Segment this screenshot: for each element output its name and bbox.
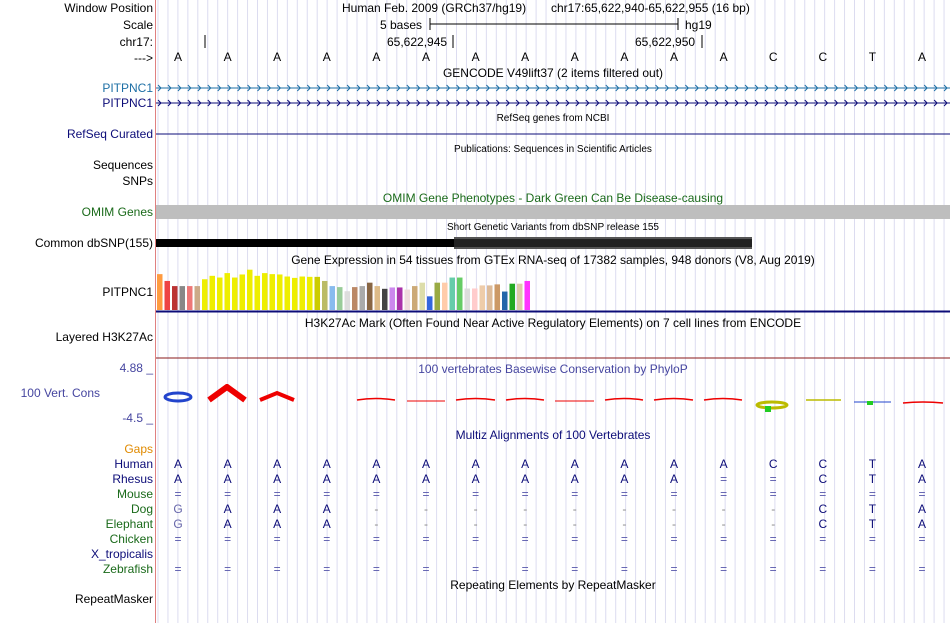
- omim-track-title: OMIM Gene Phenotypes - Dark Green Can Be Disease-causing: [382, 191, 724, 205]
- phylop-min-label: -4.5 _: [122, 411, 153, 425]
- aligned-base: A: [521, 457, 530, 471]
- track-label-column: [0, 0, 156, 623]
- aligned-base: A: [570, 457, 579, 471]
- publications-track-title: Publications: Sequences in Scientific Articles: [454, 144, 652, 155]
- gtex-tissue-bar[interactable]: [292, 278, 298, 310]
- aligned-base: C: [818, 502, 828, 516]
- aligned-base: =: [323, 487, 331, 501]
- phylop-max-label: 4.88 _: [119, 361, 153, 375]
- aligned-base: =: [472, 532, 480, 546]
- aligned-base: A: [669, 472, 678, 486]
- aligned-base: =: [323, 562, 331, 576]
- aligned-base: A: [223, 502, 232, 516]
- aligned-base: T: [868, 457, 877, 471]
- aligned-base: A: [372, 457, 381, 471]
- gtex-tissue-bar[interactable]: [487, 285, 493, 310]
- gtex-tissue-bar[interactable]: [180, 286, 186, 310]
- aligned-base: T: [868, 502, 877, 516]
- coordinate-ticks: [156, 33, 950, 49]
- gtex-tissue-bar[interactable]: [360, 286, 366, 310]
- aligned-base: =: [918, 562, 926, 576]
- gtex-tissue-bar[interactable]: [315, 277, 321, 310]
- phylop-track-title: 100 vertebrates Basewise Conservation by PhyloP: [418, 362, 688, 376]
- strand-arrow-label: --->: [134, 51, 153, 65]
- aligned-base: T: [868, 472, 877, 486]
- species-label-chicken: Chicken: [109, 532, 153, 546]
- aligned-base: =: [868, 562, 876, 576]
- gtex-tissue-bar[interactable]: [285, 277, 291, 310]
- aligned-base: =: [769, 472, 777, 486]
- aligned-base: =: [720, 532, 728, 546]
- aligned-base: =: [720, 472, 728, 486]
- repeatmasker-track-label[interactable]: RepeatMasker: [74, 592, 153, 606]
- aligned-base: A: [669, 457, 678, 471]
- gtex-tissue-bar[interactable]: [270, 274, 276, 310]
- gtex-tissue-bar[interactable]: [330, 286, 336, 310]
- aligned-base: =: [224, 487, 232, 501]
- aligned-base: A: [223, 457, 232, 471]
- h3k27ac-track-title: H3K27Ac Mark (Often Found Near Active Regulatory Elements) on 7 cell lines from ENCODE: [304, 316, 802, 330]
- aligned-base: A: [273, 472, 282, 486]
- gtex-tissue-bar[interactable]: [420, 283, 426, 310]
- aligned-base: =: [174, 532, 182, 546]
- snps-track-label[interactable]: SNPs: [122, 174, 153, 188]
- base-6: A: [471, 50, 480, 64]
- dbsnp-track-title: Short Genetic Variants from dbSNP release 155: [447, 222, 659, 233]
- gtex-tissue-bar[interactable]: [457, 278, 463, 310]
- aligned-base: A: [471, 472, 480, 486]
- gencode-transcript-2[interactable]: [156, 96, 950, 110]
- aligned-base: A: [570, 472, 579, 486]
- gencode-gene-label-1[interactable]: PITPNC1: [102, 81, 153, 95]
- aligned-base: =: [720, 562, 728, 576]
- gtex-tissue-bar[interactable]: [172, 286, 178, 310]
- gtex-tissue-bar[interactable]: [307, 277, 313, 310]
- gtex-track-title: Gene Expression in 54 tissues from GTEx RNA-seq of 17382 samples, 948 donors (V8, Aug 2019): [291, 253, 815, 267]
- aligned-base: =: [422, 562, 430, 576]
- species-label-dog: Dog: [130, 502, 153, 516]
- gtex-tissue-bar[interactable]: [412, 286, 418, 310]
- aligned-base: A: [620, 472, 629, 486]
- alignment-row-elephant: [156, 517, 950, 531]
- species-label-human: Human: [114, 457, 153, 471]
- aligned-base: -: [672, 517, 676, 531]
- aligned-base: A: [173, 457, 182, 471]
- base-9: A: [620, 50, 629, 64]
- aligned-base: =: [323, 532, 331, 546]
- assembly-title: Human Feb. 2009 (GRCh37/hg19): [342, 1, 527, 15]
- gtex-baseline: [156, 310, 950, 313]
- gtex-tissue-bar[interactable]: [165, 281, 171, 310]
- aligned-base: C: [768, 457, 778, 471]
- species-label-elephant: Elephant: [105, 517, 153, 531]
- aligned-base: A: [471, 457, 480, 471]
- aligned-base: =: [769, 562, 777, 576]
- aligned-base: -: [771, 517, 776, 531]
- aligned-base: -: [572, 502, 577, 516]
- base-4: A: [372, 50, 381, 64]
- coordinate-label-2: 65,622,950: [635, 35, 696, 49]
- alignment-row-zebrafish: [156, 562, 950, 576]
- aligned-base: C: [818, 517, 828, 531]
- aligned-base: =: [422, 532, 430, 546]
- gtex-gene-label[interactable]: PITPNC1: [102, 285, 153, 299]
- aligned-base: =: [174, 487, 182, 501]
- base-10: A: [669, 50, 678, 64]
- aligned-base: -: [672, 502, 676, 516]
- gtex-tissue-bar[interactable]: [157, 274, 163, 310]
- gtex-tissue-bar[interactable]: [352, 287, 358, 310]
- aligned-base: =: [819, 532, 827, 546]
- gencode-gene-label-2[interactable]: PITPNC1: [102, 96, 153, 110]
- aligned-base: =: [521, 532, 529, 546]
- base-3: A: [322, 50, 331, 64]
- refseq-gene-line[interactable]: [156, 132, 950, 136]
- aligned-base: A: [273, 457, 282, 471]
- aligned-base: A: [273, 502, 282, 516]
- gtex-tissue-bar[interactable]: [390, 287, 396, 310]
- h3k27ac-track-label[interactable]: Layered H3K27Ac: [55, 330, 153, 344]
- aligned-base: C: [818, 472, 828, 486]
- refseq-track-label[interactable]: RefSeq Curated: [66, 127, 153, 141]
- aligned-base: =: [720, 487, 728, 501]
- gtex-tissue-bar[interactable]: [502, 292, 508, 310]
- gtex-tissue-bar[interactable]: [255, 276, 261, 310]
- omim-track-label[interactable]: OMIM Genes: [81, 205, 153, 219]
- scale-text: 5 bases: [380, 18, 423, 32]
- phylop-track-label[interactable]: 100 Vert. Cons: [20, 386, 100, 400]
- aligned-base: =: [472, 487, 480, 501]
- aligned-base: =: [273, 487, 281, 501]
- gtex-tissue-bar[interactable]: [202, 279, 208, 310]
- scale-assembly: hg19: [685, 18, 712, 32]
- gtex-tissue-bar[interactable]: [300, 277, 306, 310]
- aligned-base: -: [622, 517, 627, 531]
- gtex-tissue-bar[interactable]: [262, 273, 268, 310]
- aligned-base: A: [917, 517, 926, 531]
- species-label-zebrafish: Zebrafish: [102, 562, 153, 576]
- sequences-track-label[interactable]: Sequences: [92, 158, 153, 172]
- scale-label: Scale: [122, 18, 153, 32]
- gtex-tissue-bar[interactable]: [225, 273, 231, 310]
- aligned-base: =: [868, 487, 876, 501]
- gtex-tissue-bar[interactable]: [217, 278, 223, 310]
- aligned-base: =: [620, 487, 628, 501]
- phylop-conservation-logos[interactable]: [156, 384, 950, 420]
- aligned-base: A: [223, 472, 232, 486]
- aligned-base: -: [572, 517, 577, 531]
- gtex-tissue-bar[interactable]: [480, 285, 486, 310]
- base-11: A: [719, 50, 728, 64]
- scale-bar: [156, 17, 950, 33]
- aligned-base: A: [521, 472, 530, 486]
- gtex-tissue-bar[interactable]: [375, 286, 381, 310]
- gtex-tissue-bar[interactable]: [195, 286, 201, 310]
- aligned-base: =: [620, 532, 628, 546]
- aligned-base: -: [424, 502, 428, 516]
- aligned-base: A: [322, 472, 331, 486]
- alignment-row-x-tropicalis: [156, 547, 950, 561]
- aligned-base: =: [273, 532, 281, 546]
- base-13: C: [818, 50, 828, 64]
- gencode-transcript-1[interactable]: [156, 81, 950, 95]
- aligned-base: =: [868, 532, 876, 546]
- base-15: A: [917, 50, 926, 64]
- base-8: A: [570, 50, 579, 64]
- gtex-tissue-bar[interactable]: [450, 278, 456, 310]
- gtex-tissue-bar[interactable]: [517, 284, 523, 310]
- aligned-base: -: [721, 502, 726, 516]
- aligned-base: A: [322, 502, 331, 516]
- dbsnp-track-label[interactable]: Common dbSNP(155): [34, 236, 153, 250]
- alignment-row-chicken: [156, 532, 950, 546]
- gtex-tissue-bar[interactable]: [442, 283, 448, 310]
- repeatmasker-track-title: Repeating Elements by RepeatMasker: [450, 578, 656, 592]
- gtex-expression-bars[interactable]: [156, 268, 950, 310]
- aligned-base: =: [224, 532, 232, 546]
- gtex-tissue-bar[interactable]: [405, 290, 411, 311]
- aligned-base: =: [273, 562, 281, 576]
- aligned-base: =: [769, 487, 777, 501]
- gtex-tissue-bar[interactable]: [397, 287, 403, 310]
- multiz-track-title: Multiz Alignments of 100 Vertebrates: [455, 428, 651, 442]
- aligned-base: =: [918, 487, 926, 501]
- aligned-base: C: [818, 457, 828, 471]
- coordinate-label-1: 65,622,945: [387, 35, 448, 49]
- gtex-tissue-bar[interactable]: [495, 284, 501, 310]
- aligned-base: -: [523, 502, 528, 516]
- aligned-base: -: [721, 517, 726, 531]
- gtex-tissue-bar[interactable]: [247, 270, 253, 310]
- gtex-tissue-bar[interactable]: [427, 296, 433, 310]
- h3k27ac-signal-line[interactable]: [156, 357, 950, 360]
- base-7: A: [521, 50, 530, 64]
- aligned-base: =: [670, 532, 678, 546]
- aligned-base: =: [372, 487, 380, 501]
- gtex-tissue-bar[interactable]: [240, 274, 246, 310]
- gtex-tissue-bar[interactable]: [210, 276, 216, 310]
- gtex-tissue-bar[interactable]: [337, 287, 343, 310]
- aligned-base: =: [819, 487, 827, 501]
- aligned-base: A: [322, 457, 331, 471]
- aligned-base: =: [521, 562, 529, 576]
- species-label-rhesus: Rhesus: [112, 472, 153, 486]
- aligned-base: A: [273, 517, 282, 531]
- aligned-base: -: [473, 502, 478, 516]
- aligned-base: =: [670, 562, 678, 576]
- aligned-base: =: [571, 487, 579, 501]
- aligned-base: A: [421, 457, 430, 471]
- gtex-tissue-bar[interactable]: [345, 291, 351, 310]
- aligned-base: A: [917, 457, 926, 471]
- base-sequence: [156, 50, 950, 64]
- gtex-tissue-bar[interactable]: [382, 289, 388, 310]
- chromosome-label: chr17:: [119, 35, 153, 49]
- window-position-label: Window Position: [64, 1, 153, 15]
- gtex-tissue-bar[interactable]: [232, 278, 238, 310]
- base-1: A: [223, 50, 232, 64]
- aligned-base: =: [422, 487, 430, 501]
- base-14: T: [868, 50, 877, 64]
- aligned-base: =: [670, 487, 678, 501]
- aligned-base: T: [868, 517, 877, 531]
- aligned-base: A: [917, 472, 926, 486]
- aligned-base: =: [521, 487, 529, 501]
- gtex-tissue-bar[interactable]: [322, 281, 328, 310]
- aligned-base: A: [372, 472, 381, 486]
- aligned-base: A: [719, 457, 728, 471]
- aligned-base: =: [620, 562, 628, 576]
- alignment-row-dog: [156, 502, 950, 516]
- aligned-base: =: [372, 562, 380, 576]
- aligned-base: =: [472, 562, 480, 576]
- species-label-mouse: Mouse: [116, 487, 153, 501]
- aligned-base: =: [819, 562, 827, 576]
- aligned-base: =: [769, 532, 777, 546]
- gtex-tissue-bar[interactable]: [367, 283, 373, 310]
- alignment-row-human: [156, 457, 950, 471]
- aligned-base: A: [223, 517, 232, 531]
- aligned-base: =: [372, 532, 380, 546]
- base-12: C: [768, 50, 778, 64]
- aligned-base: -: [374, 517, 379, 531]
- gtex-tissue-bar[interactable]: [187, 286, 193, 310]
- species-label-x-tropicalis: X_tropicalis: [90, 547, 153, 561]
- aligned-base: =: [571, 562, 579, 576]
- aligned-base: A: [421, 472, 430, 486]
- alignment-row-mouse: [156, 487, 950, 501]
- omim-gene-bar[interactable]: [156, 205, 950, 219]
- gencode-track-title: GENCODE V49lift37 (2 items filtered out): [442, 66, 664, 80]
- base-5: A: [421, 50, 430, 64]
- aligned-base: A: [917, 502, 926, 516]
- aligned-base: =: [918, 532, 926, 546]
- gtex-tissue-bar[interactable]: [510, 284, 516, 310]
- refseq-track-title: RefSeq genes from NCBI: [496, 113, 610, 124]
- aligned-base: A: [620, 457, 629, 471]
- aligned-base: -: [622, 502, 627, 516]
- aligned-base: A: [173, 472, 182, 486]
- gtex-tissue-bar[interactable]: [472, 288, 478, 310]
- dbsnp-variants[interactable]: [156, 236, 950, 250]
- track-area[interactable]: [156, 0, 950, 623]
- aligned-base: -: [523, 517, 528, 531]
- window-position-value: chr17:65,622,940-65,622,955 (16 bp): [551, 1, 750, 15]
- gaps-label[interactable]: Gaps: [124, 442, 153, 456]
- gtex-tissue-bar[interactable]: [525, 281, 531, 310]
- base-0: A: [173, 50, 182, 64]
- aligned-base: G: [173, 502, 183, 516]
- gtex-tissue-bar[interactable]: [435, 283, 441, 310]
- aligned-base: =: [224, 562, 232, 576]
- aligned-base: G: [173, 517, 183, 531]
- aligned-base: A: [322, 517, 331, 531]
- aligned-base: -: [374, 502, 379, 516]
- aligned-base: =: [571, 532, 579, 546]
- alignment-row-rhesus: [156, 472, 950, 486]
- gtex-tissue-bar[interactable]: [465, 288, 471, 310]
- aligned-base: -: [771, 502, 776, 516]
- aligned-base: =: [174, 562, 182, 576]
- aligned-base: -: [473, 517, 478, 531]
- gtex-tissue-bar[interactable]: [277, 274, 283, 310]
- aligned-base: -: [424, 517, 428, 531]
- base-2: A: [273, 50, 282, 64]
